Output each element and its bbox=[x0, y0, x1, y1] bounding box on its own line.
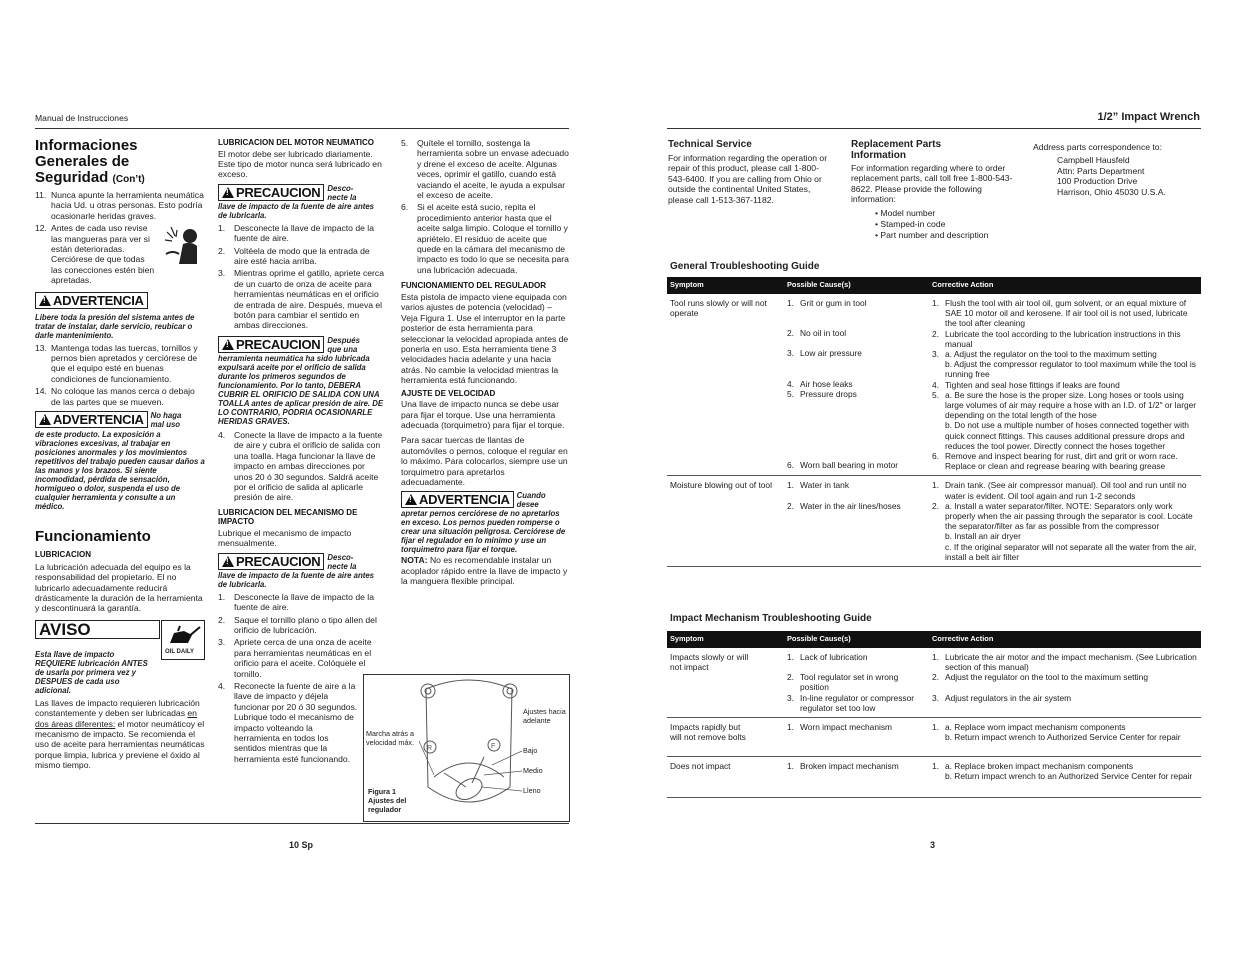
svg-text:F: F bbox=[491, 743, 496, 750]
technical-service: Technical Service For information regarding the operation or repair of this product, please call 1-800-543-6400. If you are calling from Ohio or outside the continental United States, please call 1-513-367-1182. bbox=[668, 139, 828, 205]
list-item: 1. Desconecte la llave de impacto de la fuente de aire. bbox=[218, 591, 374, 613]
advertencia-label: ! ADVERTENCIA bbox=[35, 411, 148, 428]
list-item: • Stamped-in code bbox=[875, 219, 946, 230]
motor-lub-heading: LUBRICACION DEL MOTOR NEUMATICO bbox=[218, 138, 374, 147]
table-row: Impacts slowly or will not impact 1. Lack of lubrication 2. Tool regulator set in wrong position 3. In-line regulator or compressor regulator set too low 1. Lubricate the air motor and the impact mechanism. (See Lubrication section of this manual) 2. Adjust the regulator on the tool to the maximum setting 3. Adjust regulators in the air system bbox=[667, 648, 1201, 718]
left-column-1 bbox=[35, 138, 205, 771]
figure-1 bbox=[363, 674, 570, 822]
left-page-number: 10 Sp bbox=[289, 840, 314, 850]
impact-troubleshooting-table bbox=[667, 631, 1201, 798]
parts-bullets bbox=[851, 208, 1013, 241]
advertencia-label: ! ADVERTENCIA bbox=[35, 292, 148, 309]
replacement-parts: Replacement Parts Information For information regarding where to order replacement parts, call toll free 1-800-543-8622. Please provide the following information: • Model number • Stamped-in code • Part number and description bbox=[851, 139, 1013, 241]
safety-title: Informaciones Generales de Seguridad (Con’t) bbox=[35, 137, 145, 186]
lubricacion-text: La lubricación adecuada del equipo es la responsabilidad del propietario. El no lubricarlo adecuadamente reducirá drásticamente la duración de la herramienta y descontinuará la garantía. bbox=[35, 561, 203, 614]
precaucion-1: ! PRECAUCION Desco-necte la llave de impacto de la fuente de aire antes de lubricarla. bbox=[218, 184, 385, 220]
figure-caption: Figura 1 Ajustes del regulador bbox=[368, 787, 407, 815]
impact-lub-steps-cont bbox=[401, 138, 569, 275]
low-label: Bajo bbox=[523, 746, 538, 755]
left-footer-rule bbox=[35, 823, 569, 824]
list-item: 2. Voltéela de modo que la entrada de aire esté hacia arriba. bbox=[218, 245, 370, 267]
warning-triangle-icon bbox=[39, 414, 51, 425]
list-item: 4. Reconecte la fuente de aire a la llave de impacto y déjela funcionar por 20 ó 30 segundos. Lubrique todo el mecanismo de impacto volteando la herramienta en todos los sentidos mientras que la herramienta esté funcionando. bbox=[218, 680, 358, 764]
impact-lub-text: Lubrique el mecanismo de impacto mensualmente. bbox=[218, 527, 352, 549]
impact-troubleshooting-title: Impact Mechanism Troubleshooting Guide bbox=[670, 613, 872, 624]
table-row: Does not impact 1. Broken impact mechanism 1. a. Replace broken impact mechanism components b. Return impact wrench to an Authorized Service Center for repair bbox=[667, 757, 1201, 798]
left-header-rule bbox=[35, 128, 569, 129]
aviso-label: AVISO bbox=[35, 620, 160, 639]
impact-lub-steps bbox=[218, 592, 385, 765]
lubricacion-areas-text: Las llaves de impacto requieren lubricación constantemente y deben ser lubricadas en dos áreas diferentes: el motor neumáticoy el mecanismo de impacto. Se recomienda el uso de aceite para herramientas neumáticas porque limpia, lubrica y previene el óxido al mismo tiempo. bbox=[35, 697, 205, 771]
oil-can-icon: OIL DAILY bbox=[161, 620, 205, 660]
aviso-text: Esta llave de impacto REQUIERE lubricación ANTES de usarla por primera vez y DESPUES de cada uso adicional. bbox=[35, 649, 148, 695]
precaucion-3: ! PRECAUCION Desco-necte la llave de impacto de la fuente de aire antes de lubricarla. bbox=[218, 553, 385, 589]
precaucion-label: ! PRECAUCION bbox=[218, 184, 324, 201]
forward-label: Ajustes hacia adelante bbox=[523, 707, 566, 726]
list-item: 14. No coloque las manos cerca o debajo de las partes que se mueven. bbox=[35, 386, 195, 407]
svg-text:R: R bbox=[427, 745, 433, 752]
list-item: 4. Conecte la llave de impacto a la fuente de aire y cubra el orificio de salida con una toalla. Haga funcionar la llave de impacto en ambas direcciones por unos 20 ó 30 segundos. Saldrá aceite por el orificio de salida al aplicarle presión de aire. bbox=[218, 429, 383, 503]
velocidad-text-2: Para sacar tuercas de llantas de automóviles o pernos, coloque el regular en lo máximo. Para colocarlos, siempre use un torquimetro para apretarlos adecuadamente. bbox=[401, 435, 568, 487]
list-item: 5. Quítele el tornillo, sostenga la herramienta sobre un envase adecuado y drene el exceso de aceite. Algunas veces, oprimir el gatillo, cuando está vaciando el aceite, le ayuda a expulsar el exceso de aceite. bbox=[401, 138, 569, 201]
warning-triangle-icon bbox=[222, 187, 234, 198]
list-item: • Part number and description bbox=[875, 230, 989, 241]
address-block: Address parts correspondence to: Campbell Hausfeld Attn: Parts Department 100 Production Drive Harrison, Ohio 45030 U.S.A. bbox=[1033, 142, 1166, 197]
list-item: 12. Antes de cada uso revise las mangueras para ver si están deterioradas. Cerciórese de que todas las conecciones estén bien apretadas. bbox=[35, 223, 155, 286]
hose-danger-icon bbox=[163, 224, 201, 266]
motor-lub-text: El motor debe ser lubricado diariamente. Este tipo de motor nunca será lubricado en exceso. bbox=[218, 148, 382, 180]
medium-label: Medio bbox=[523, 766, 543, 775]
right-header-rule bbox=[667, 128, 1201, 129]
aviso-block bbox=[35, 619, 205, 655]
list-item: 2. Saque el tornillo plano o tipo allen del orificio de lubricación. bbox=[218, 614, 377, 635]
table-header-row: Symptom Possible Cause(s) Corrective Action bbox=[667, 277, 1201, 294]
precaucion-label: ! PRECAUCION bbox=[218, 553, 324, 570]
velocidad-heading: AJUSTE DE VELOCIDAD bbox=[401, 388, 496, 398]
warning-triangle-icon bbox=[405, 494, 417, 505]
general-troubleshooting-table bbox=[667, 277, 1201, 567]
list-item: 3. Apriete cerca de una onza de aceite para herramientas neumáticas en el orificio para el aceite. Colóquele el tornillo. bbox=[218, 637, 372, 679]
table-row: Impacts rapidly but will not remove bolts 1. Worn impact mechanism 1. a. Replace worn impact mechanism components b. Return impact wrench to Authorized Service Center for repair bbox=[667, 718, 1201, 757]
funcionamiento-title: Funcionamiento bbox=[35, 528, 151, 546]
lubricacion-heading: LUBRICACION bbox=[35, 550, 91, 560]
list-item: 3. Mientras oprime el gatillo, apriete cerca de un cuarto de onza de aceite para herramientas neumáticas en el orificio de entrada de aire. Después, mueva el botón para cambiar el sentido en ambas direcciones. bbox=[218, 268, 384, 331]
right-header: 1/2” Impact Wrench bbox=[1097, 111, 1200, 123]
advertencia-3: ! ADVERTENCIA Cuando desee apretar pernos cerciórese de no apretarlos en exceso. Los pernos pueden romperse o crear una situación peligrosa. Cerciórese de fijar el regulador en lo mínimo y use un torquimetro para fijar el torque. bbox=[401, 491, 569, 554]
full-label: Lleno bbox=[523, 786, 541, 795]
impact-lub-heading: LUBRICACION DEL MECANISMO DE IMPACTO bbox=[218, 507, 358, 527]
motor-lub-step-4 bbox=[218, 430, 385, 503]
general-troubleshooting-title: General Troubleshooting Guide bbox=[670, 261, 820, 272]
table-row: Tool runs slowly or will not operate 1. Grit or gum in tool 2. No oil in tool 3. Low air pressure 4. Air hose leaks 5. Pressure drops 6. Worn ball bearing in motor 1. Flush the tool with air tool oil, gum solvent, or an equal mixture of SAE 10 motor oil and kerosene. If air tool oil is not used, lubricate the tool after cleaning 2. Lubricate the tool according to the lubrication instructions in this manual 3. a. Adjust the regulator on the tool to the maximum setting b. Adjust the compressor regulator to tool maximum while the tool is running free 4. Tighten and seal hose fittings if leaks are found 5. a. Be sure the hose is the proper size. Long hoses or tools using large volumes of air may require a hose with an I.D. of 1/2" or larger depending on the total length of the hose b. Do not use a multiple number of hoses connected together with quick connect fittings. This causes additional pressure drops and reduces the tool power. Directly connect the hoses together 6. Remove and inspect bearing for rust, dirt and grit or worn race. Replace or clean and regrease bearing with bearing grease bbox=[667, 294, 1201, 476]
list-item: 13. Mantenga todas las tuercas, tornillos y pernos bien apretados y cerciórese de que el equipo esté en buenas condiciones de funcionamiento. bbox=[35, 342, 198, 384]
right-page-number: 3 bbox=[930, 840, 936, 850]
velocidad-text: Una llave de impacto nunca se debe usar para fijar el torque. Use una herramienta adecuada (torquimetro) para fijar el torque. bbox=[401, 399, 565, 430]
left-column-3 bbox=[401, 138, 569, 587]
warning-2: ! ADVERTENCIA No haga mal uso de este producto. La exposición a vibraciones excesivas, al trabajar en posiciones anormales y los movimientos repetitivos del trabajo pueden causar daños a las manos y los brazos. Si siente incomodidad, pérdida de sensación, hormigueo o dolor, suspenda el uso de cualquier herramienta y consulte a un médico. bbox=[35, 411, 205, 511]
nota: NOTA: No es recomendable instalar un acoplador rápido entre la llave de impacto y la manguera flexible principal. bbox=[401, 555, 568, 587]
list-item: 11. Nunca apunte la herramienta neumática hacia Ud. u otras personas. Esto podría ocasionarle heridas graves. bbox=[35, 190, 204, 221]
table-header-row: Symptom Possible Cause(s) Corrective Action bbox=[667, 631, 1201, 648]
warning-triangle-icon bbox=[39, 295, 51, 306]
table-row: Moisture blowing out of tool 1. Water in tank 2. Water in the air lines/hoses 1. Drain tank. (See air compressor manual). Oil tool and run until no water is evident. Oil tool again and run 1-2 seconds 2. a. Install a water separator/filter. NOTE: Separators only work properly when the air passing through the separator is cool. Locate the separator/filter as far as possible from the compressor b. Install an air dryer c. If the original separator will not separate all the water from the air, install a belt air filter bbox=[667, 476, 1201, 567]
list-item: • Model number bbox=[875, 207, 936, 218]
precaucion-2: ! PRECAUCION Después que una herramienta neumática ha sido lubricada expulsará aceite por el orificio de salida durante los primeros segundos de funcionamiento. Por lo tanto, DEBERA CUBRIR EL ORIFICIO DE SALIDA CON UNA TOALLA antes de aplicar presión de aire. DE LO CONTRARIO, PODRIA OCASIONARLE HERIDAS GRAVES. bbox=[218, 336, 385, 426]
regulador-heading: FUNCIONAMIENTO DEL REGULADOR bbox=[401, 281, 547, 291]
list-item: 1. Desconecte la llave de impacto de la fuente de aire. bbox=[218, 222, 374, 244]
precaucion-label: ! PRECAUCION bbox=[218, 336, 324, 353]
warning-1: ! ADVERTENCIA Libere toda la presión del sistema antes de tratar de instalar, darle servicio, reubicar o darle mantenimiento. bbox=[35, 292, 205, 340]
reverse-label: Marcha atrás a velocidad máx. bbox=[366, 729, 414, 748]
regulador-text: Esta pistola de impacto viene equipada con varios ajustes de potencia (velocidad) – Veja Figura 1. Use el interruptor en la parte posterior de esta herramienta para seleccionar la velocidad apropiada antes de ponerla en uso. Esta herramienta tiene 3 velocidades hacia adelante y una hacia atrás. No cambie la velocidad mientras la herramienta está funcionando. bbox=[401, 291, 569, 386]
figure-leader-lines bbox=[364, 675, 569, 821]
left-column-2 bbox=[218, 138, 385, 764]
advertencia-label: ! ADVERTENCIA bbox=[401, 491, 514, 508]
left-header: Manual de Instrucciones bbox=[35, 113, 129, 123]
warning-triangle-icon bbox=[222, 339, 234, 350]
warning-triangle-icon bbox=[222, 556, 234, 567]
safety-list-b bbox=[35, 343, 205, 407]
list-item: 6. Si el aceite está sucio, repita el procedimiento anterior hasta que el aceite salga limpio. Coloque el tornillo y apriételo. El residuo de aceite que quede en la cámara del mecanismo de impacto es todo lo que se necesita para una lubricación adecuada. bbox=[401, 202, 569, 275]
motor-lub-steps bbox=[218, 223, 385, 331]
